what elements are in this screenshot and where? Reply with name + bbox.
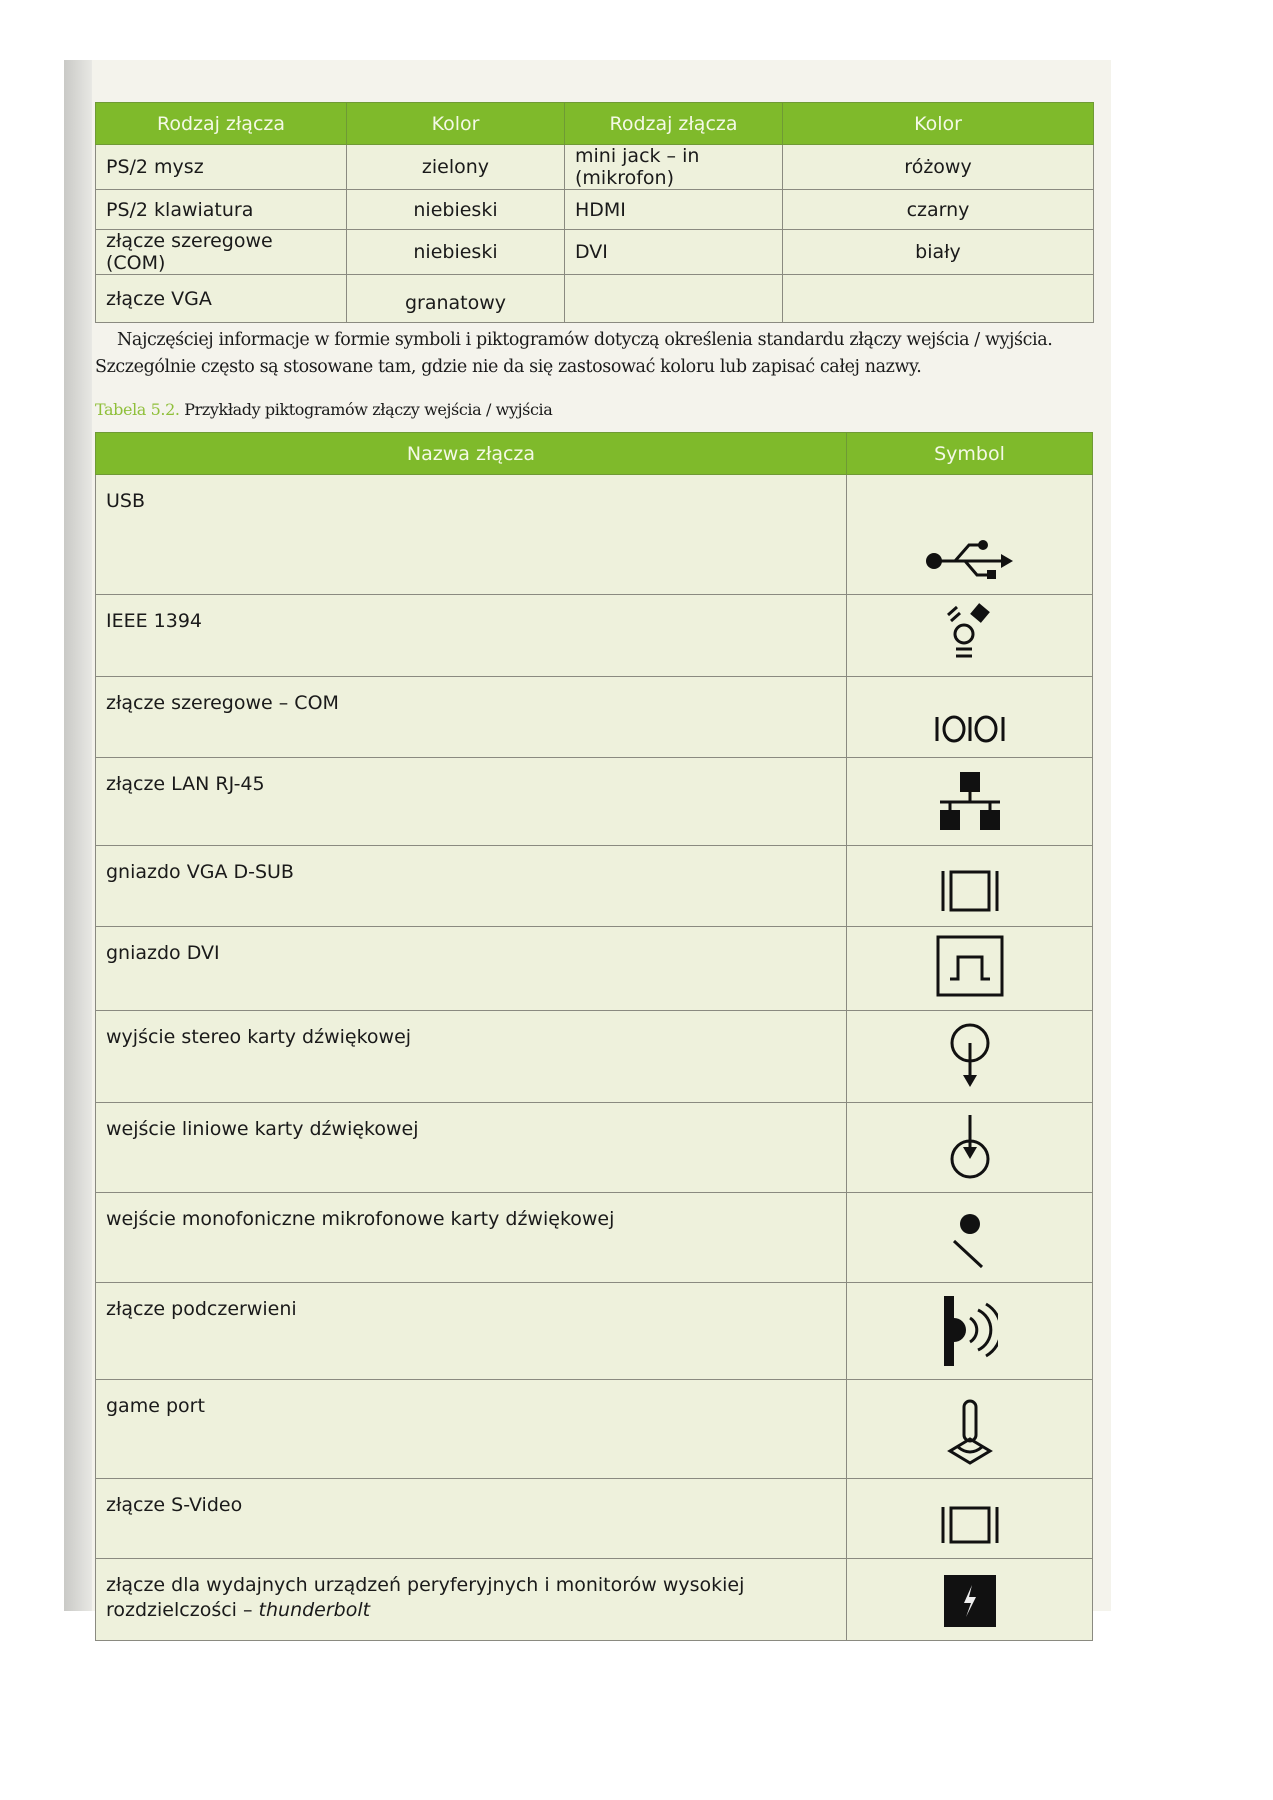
- header-cell: Rodzaj złącza: [96, 103, 347, 145]
- table-header-row: [96, 433, 1093, 475]
- symbol-cell: [847, 1559, 1093, 1641]
- cell: zielony: [347, 145, 565, 190]
- connector-name: [96, 1193, 847, 1283]
- header-cell: Rodzaj złącza: [565, 103, 783, 145]
- table-row: [96, 190, 1094, 230]
- table-row: [96, 1380, 1093, 1479]
- header-cell: Kolor: [783, 103, 1094, 145]
- connector-name: [96, 475, 847, 595]
- usb-icon: [925, 564, 1015, 586]
- cell: niebieski: [347, 230, 565, 275]
- table-row: [96, 1559, 1093, 1641]
- microphone-icon: [950, 1252, 990, 1274]
- cell: różowy: [783, 145, 1094, 190]
- header-cell: Kolor: [347, 103, 565, 145]
- connector-name-text: gniazdo VGA D-SUB: [106, 861, 294, 883]
- svideo-icon: [940, 1528, 1000, 1550]
- symbol-cell: [847, 677, 1093, 758]
- caption-label: Tabela 5.2.: [95, 400, 180, 419]
- cell: niebieski: [347, 190, 565, 230]
- connector-name-text: USB: [106, 490, 146, 512]
- table-row: [96, 595, 1093, 677]
- connector-name-text: wejście liniowe karty dźwiękowej: [106, 1118, 419, 1140]
- cell: granatowy: [347, 275, 565, 323]
- connector-name: [96, 927, 847, 1011]
- connector-name: [96, 1559, 847, 1641]
- table-row: [96, 846, 1093, 927]
- connector-name-text: złącze podczerwieni: [106, 1298, 297, 1320]
- cell: PS/2 mysz: [96, 145, 347, 190]
- table-row: [96, 145, 1094, 190]
- table-row: [96, 1103, 1093, 1193]
- firewire-icon: [945, 646, 995, 668]
- caption-text: Przykłady piktogramów złączy wejścia / wyjścia: [184, 400, 553, 419]
- connector-name-text: złącze szeregowe – COM: [106, 692, 339, 714]
- symbol-cell: [847, 846, 1093, 927]
- cell: mini jack – in (mikrofon): [565, 145, 783, 190]
- cell: [565, 275, 783, 323]
- cell: HDMI: [565, 190, 783, 230]
- table-row: [96, 275, 1094, 323]
- cell: [783, 275, 1094, 323]
- table-row: [96, 475, 1093, 595]
- joystick-icon: [946, 1448, 994, 1470]
- connector-name-text: złącze LAN RJ-45: [106, 773, 265, 795]
- page-gutter-shadow: [64, 60, 92, 1611]
- connector-name: [96, 677, 847, 758]
- table-header-row: [96, 103, 1094, 145]
- connector-pictogram-table: [95, 432, 1093, 1641]
- table-row: [96, 1479, 1093, 1559]
- cell: czarny: [783, 190, 1094, 230]
- table-row: [96, 1193, 1093, 1283]
- symbol-cell: [847, 595, 1093, 677]
- table-row: [96, 230, 1094, 275]
- table-row: [96, 1283, 1093, 1380]
- symbol-cell: [847, 1193, 1093, 1283]
- table-caption: [95, 400, 552, 419]
- serial-ioioi-icon: [934, 727, 1006, 749]
- connector-name: [96, 1380, 847, 1479]
- symbol-cell: [847, 475, 1093, 595]
- symbol-cell: [847, 1011, 1093, 1103]
- connector-name-text: złącze S-Video: [106, 1494, 243, 1516]
- symbol-cell: [847, 758, 1093, 846]
- cell: PS/2 klawiatura: [96, 190, 347, 230]
- thunderbolt-icon: [944, 1610, 996, 1632]
- connector-name-text: IEEE 1394: [106, 610, 203, 632]
- cell: złącze szeregowe (COM): [96, 230, 347, 275]
- symbol-cell: [847, 1103, 1093, 1193]
- table-row: [96, 758, 1093, 846]
- symbol-cell: [847, 927, 1093, 1011]
- cell: DVI: [565, 230, 783, 275]
- audio-in-icon: [948, 1162, 992, 1184]
- cell: złącze VGA: [96, 275, 347, 323]
- connector-name: [96, 1011, 847, 1103]
- symbol-cell: [847, 1283, 1093, 1380]
- connector-name: [96, 1479, 847, 1559]
- connector-name: [96, 846, 847, 927]
- connector-name: [96, 1103, 847, 1193]
- infrared-icon: [942, 1349, 998, 1371]
- network-icon: [938, 815, 1002, 837]
- connector-name-text: wyjście stereo karty dźwiękowej: [106, 1026, 412, 1048]
- audio-out-icon: [948, 1072, 992, 1094]
- connector-name-text: wejście monofoniczne mikrofonowe karty dźwiękowej: [106, 1208, 615, 1230]
- header-cell: Symbol: [847, 433, 1093, 475]
- connector-name: [96, 1283, 847, 1380]
- connector-name: [96, 758, 847, 846]
- symbol-cell: [847, 1479, 1093, 1559]
- name-italic: thunderbolt: [258, 1599, 371, 1621]
- connector-name: [96, 595, 847, 677]
- cell: biały: [783, 230, 1094, 275]
- connector-name-text: gniazdo DVI: [106, 942, 220, 964]
- connector-color-table: [95, 102, 1094, 323]
- table-row: [96, 927, 1093, 1011]
- dvi-icon: [936, 980, 1004, 1002]
- vga-icon: [940, 896, 1000, 918]
- table-row: [96, 677, 1093, 758]
- paragraph-text: Najczęściej informacje w formie symboli i piktogramów dotyczą określenia standardu złączy wejścia / wyjścia. Szczególnie często są stosowane tam, gdzie nie da się zastosować koloru lub zapisać całej nazwy.: [95, 330, 1053, 377]
- table-row: [96, 1011, 1093, 1103]
- connector-name-text: game port: [106, 1395, 205, 1417]
- connector-name-text: złącze dla wydajnych urządzeń peryferyjnych i monitorów wysokiej rozdzielczości –: [106, 1574, 745, 1621]
- header-cell: Nazwa złącza: [96, 433, 847, 475]
- symbol-cell: [847, 1380, 1093, 1479]
- body-paragraph: [95, 327, 1095, 381]
